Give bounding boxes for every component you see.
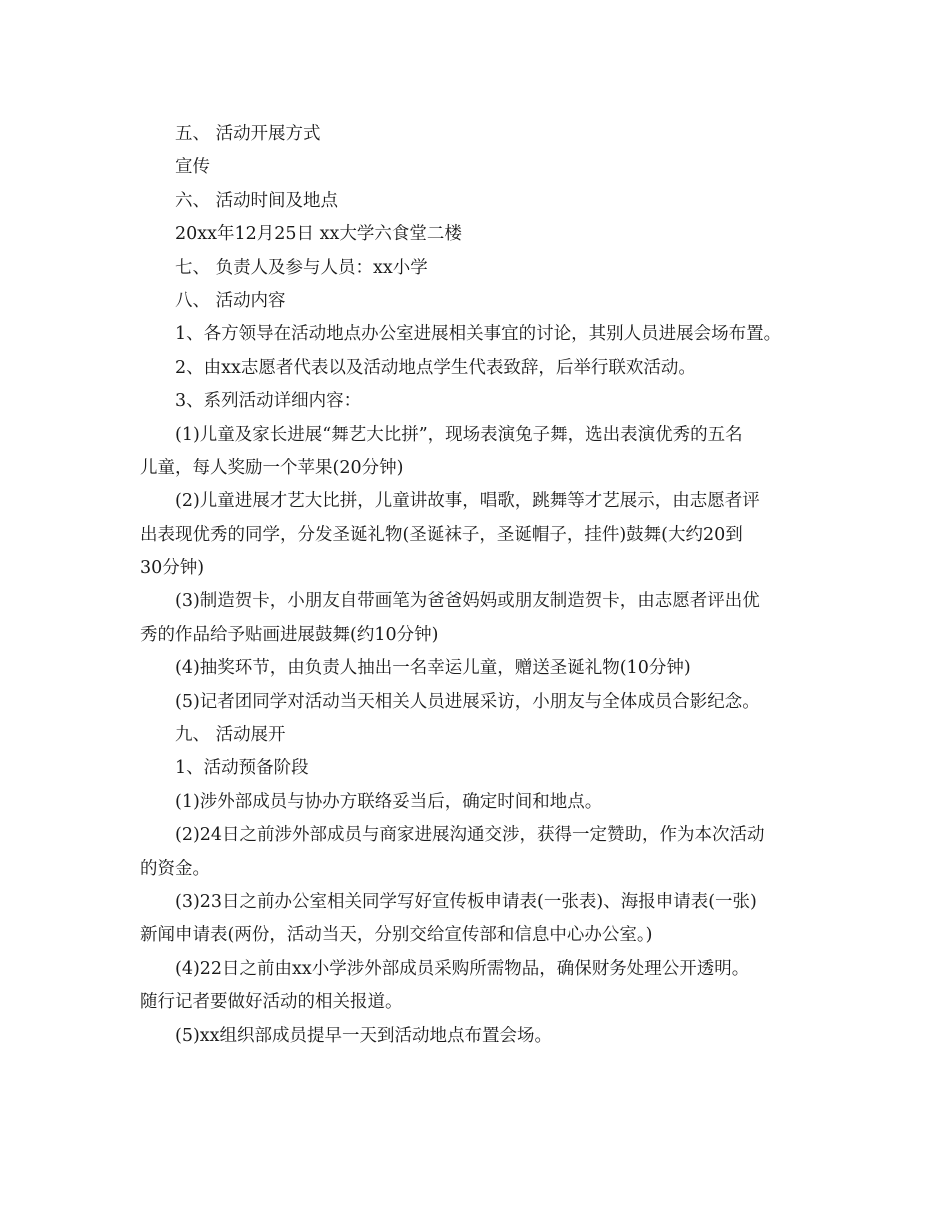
paragraph-line: (1)儿童及家长进展“舞艺大比拼”，现场表演兔子舞，选出表演优秀的五名 <box>175 424 743 445</box>
paragraph-line: 1、活动预备阶段 <box>175 758 309 779</box>
section-heading-7: 七、 负责人及参与人员：xx小学 <box>175 257 428 278</box>
section-heading-5: 五、 活动开展方式 <box>175 124 321 144</box>
paragraph-line: 秀的作品给予贴画进展鼓舞(约10分钟) <box>140 624 439 645</box>
paragraph-line: 3、系列活动详细内容： <box>175 391 362 412</box>
paragraph-line: 20xx年12月25日 xx大学六食堂二楼 <box>175 224 462 245</box>
paragraph-line: (5)xx组织部成员提早一天到活动地点布置会场。 <box>175 1025 553 1046</box>
paragraph-line: (2)24日之前涉外部成员与商家进展沟通交涉，获得一定赞助，作为本次活动 <box>175 825 765 846</box>
paragraph-line: 随行记者要做好活动的相关报道。 <box>140 992 403 1013</box>
paragraph-line: 的资金。 <box>140 858 210 879</box>
paragraph-line: (1)涉外部成员与协办方联络妥当后，确定时间和地点。 <box>175 791 603 812</box>
paragraph-line: (4)抽奖环节，由负责人抽出一名幸运儿童，赠送圣诞礼物(10分钟) <box>175 658 691 679</box>
paragraph-line: 2、由xx志愿者代表以及活动地点学生代表致辞，后举行联欢活动。 <box>175 357 696 378</box>
paragraph-line: 30分钟) <box>140 558 205 579</box>
paragraph-line: (3)制造贺卡，小朋友自带画笔为爸爸妈妈或朋友制造贺卡，由志愿者评出优 <box>175 591 760 612</box>
paragraph-line: (4)22日之前由xx小学涉外部成员采购所需物品，确保财务处理公开透明。 <box>175 958 750 979</box>
paragraph-line: (3)23日之前办公室相关同学写好宣传板申请表(一张表)、海报申请表(一张) <box>175 891 757 912</box>
paragraph-line: 新闻申请表(两份，活动当天，分别交给宣传部和信息中心办公室。) <box>140 925 653 946</box>
section-heading-8: 八、 活动内容 <box>175 290 286 311</box>
paragraph-line: (5)记者团同学对活动当天相关人员进展采访，小朋友与全体成员合影纪念。 <box>175 691 760 712</box>
paragraph-line: 1、各方领导在活动地点办公室进展相关事宜的讨论，其别人员进展会场布置。 <box>175 324 782 345</box>
paragraph-line: 出表现优秀的同学，分发圣诞礼物(圣诞袜子，圣诞帽子，挂件)鼓舞(大约20到 <box>140 524 743 545</box>
paragraph-line: 儿童，每人奖励一个苹果(20分钟) <box>140 457 404 478</box>
paragraph-line: (2)儿童进展才艺大比拼，儿童讲故事，唱歌，跳舞等才艺展示，由志愿者评 <box>175 491 760 512</box>
section-heading-6: 六、 活动时间及地点 <box>175 190 339 211</box>
document-body <box>140 118 830 1053</box>
section-heading-9: 九、 活动展开 <box>175 725 286 746</box>
paragraph-line: 宣传 <box>175 157 210 178</box>
